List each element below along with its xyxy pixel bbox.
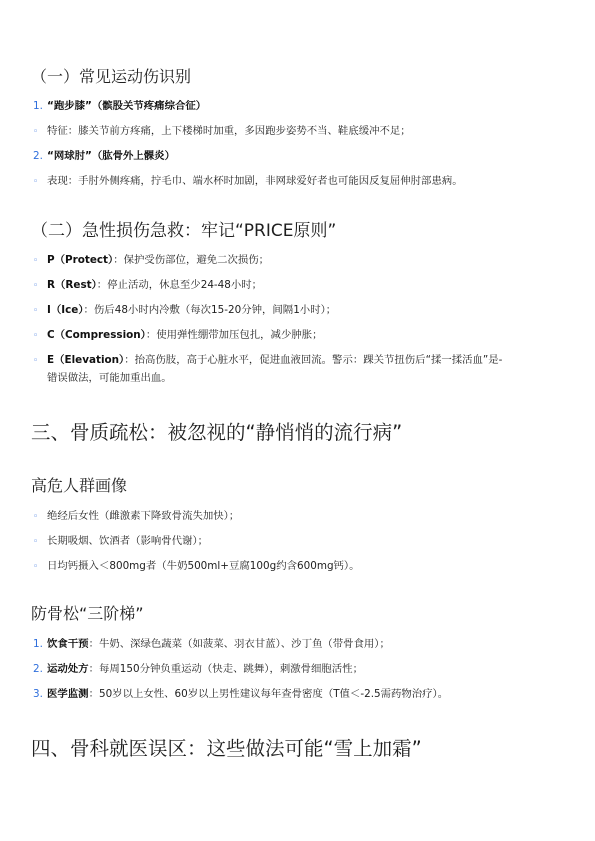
item-term: 运动处方 bbox=[47, 663, 89, 675]
bullet-icon: ◦ bbox=[33, 281, 39, 291]
list-number: 3. bbox=[33, 688, 43, 700]
item-term: 医学监测 bbox=[47, 688, 89, 700]
item-text: ：50岁以上女性、60岁以上男性建议每年查骨密度（T值＜-2.5需药物治疗）。 bbox=[88, 688, 449, 700]
item-text: 特征：膝关节前方疼痛，上下楼梯时加重，多因跑步姿势不当、鞋底缓冲不足； bbox=[47, 125, 411, 137]
list-item bbox=[33, 558, 585, 576]
item-term: 饮食干预 bbox=[47, 638, 89, 650]
bullet-icon: ◦ bbox=[33, 356, 39, 366]
item-term: E（Elevation） bbox=[47, 354, 125, 366]
item-term: R（Rest） bbox=[47, 279, 97, 291]
list-number: 1. bbox=[33, 100, 43, 112]
list-item bbox=[33, 277, 585, 295]
list-item bbox=[33, 352, 585, 387]
bullet-icon: ◦ bbox=[33, 537, 39, 547]
bullet-icon: ◦ bbox=[33, 562, 39, 572]
list-item bbox=[33, 252, 585, 270]
list-item bbox=[33, 661, 585, 678]
item-text: 绝经后女性（雌激素下降致骨流失加快）； bbox=[47, 510, 240, 522]
list-number: 1. bbox=[33, 638, 43, 650]
list-number: 2. bbox=[33, 663, 43, 675]
item-text: ：停止活动，休息至少24-48小时； bbox=[96, 279, 263, 291]
list-item bbox=[33, 636, 585, 653]
item-text-continued: 错误做法，可能加重出血。 bbox=[47, 372, 172, 384]
bullet-icon: ◦ bbox=[33, 512, 39, 522]
section-heading-common-injuries: （一）常见运动伤识别 bbox=[31, 67, 192, 86]
item-text: 表现：手肘外侧疼痛，拧毛巾、端水杯时加剧，非网球爱好者也可能因反复屈伸肘部患病。 bbox=[47, 175, 463, 187]
list-item bbox=[33, 148, 585, 165]
item-text: ：保护受伤部位，避免二次损伤； bbox=[113, 254, 270, 266]
item-text: ：抬高伤肢，高于心脏水平，促进血液回流。警示：踝关节扭伤后“揉一揉活血”是- bbox=[124, 354, 503, 366]
item-text: ：使用弹性绷带加压包扎，减少肿胀； bbox=[145, 329, 323, 341]
item-text: ：牛奶、深绿色蔬菜（如菠菜、羽衣甘蓝）、沙丁鱼（带骨食用）； bbox=[88, 638, 390, 650]
bullet-icon: ◦ bbox=[33, 177, 39, 187]
bullet-icon: ◦ bbox=[33, 331, 39, 341]
item-text: 日均钙摄入＜800mg者（牛奶500ml+豆腐100g约含600mg钙）。 bbox=[47, 560, 360, 572]
item-title: “网球肘”（肱骨外上髁炎） bbox=[47, 150, 175, 162]
subheading-high-risk-groups: 高危人群画像 bbox=[31, 476, 128, 495]
item-title: “跑步膝”（髌股关节疼痛综合征） bbox=[47, 100, 207, 112]
list-item bbox=[33, 686, 585, 703]
list-number: 2. bbox=[33, 150, 43, 162]
item-term: P（Protect） bbox=[47, 254, 114, 266]
bullet-icon: ◦ bbox=[33, 127, 39, 137]
section-heading-price-principle: （二）急性损伤急救：牢记“PRICE原则” bbox=[31, 221, 337, 241]
item-term: I（Ice） bbox=[47, 304, 84, 316]
list-item bbox=[33, 327, 585, 345]
item-text: 长期吸烟、饮酒者（影响骨代谢）； bbox=[47, 535, 209, 547]
item-text: ：伤后48小时内冷敷（每次15-20分钟，间隔1小时）； bbox=[83, 304, 337, 316]
list-item bbox=[33, 173, 585, 191]
list-item bbox=[33, 508, 585, 526]
list-item bbox=[33, 98, 585, 115]
bullet-icon: ◦ bbox=[33, 306, 39, 316]
bullet-icon: ◦ bbox=[33, 256, 39, 266]
section-heading-osteoporosis: 三、骨质疏松：被忽视的“静悄悄的流行病” bbox=[31, 421, 403, 444]
subheading-three-steps: 防骨松“三阶梯” bbox=[31, 604, 144, 623]
item-term: C（Compression） bbox=[47, 329, 146, 341]
section-heading-medical-misconceptions: 四、骨科就医误区：这些做法可能“雪上加霜” bbox=[31, 737, 422, 760]
item-text: ：每周150分钟负重运动（快走、跳舞），刺激骨细胞活性； bbox=[88, 663, 363, 675]
list-item bbox=[33, 302, 585, 320]
list-item bbox=[33, 123, 585, 141]
list-item bbox=[33, 533, 585, 551]
